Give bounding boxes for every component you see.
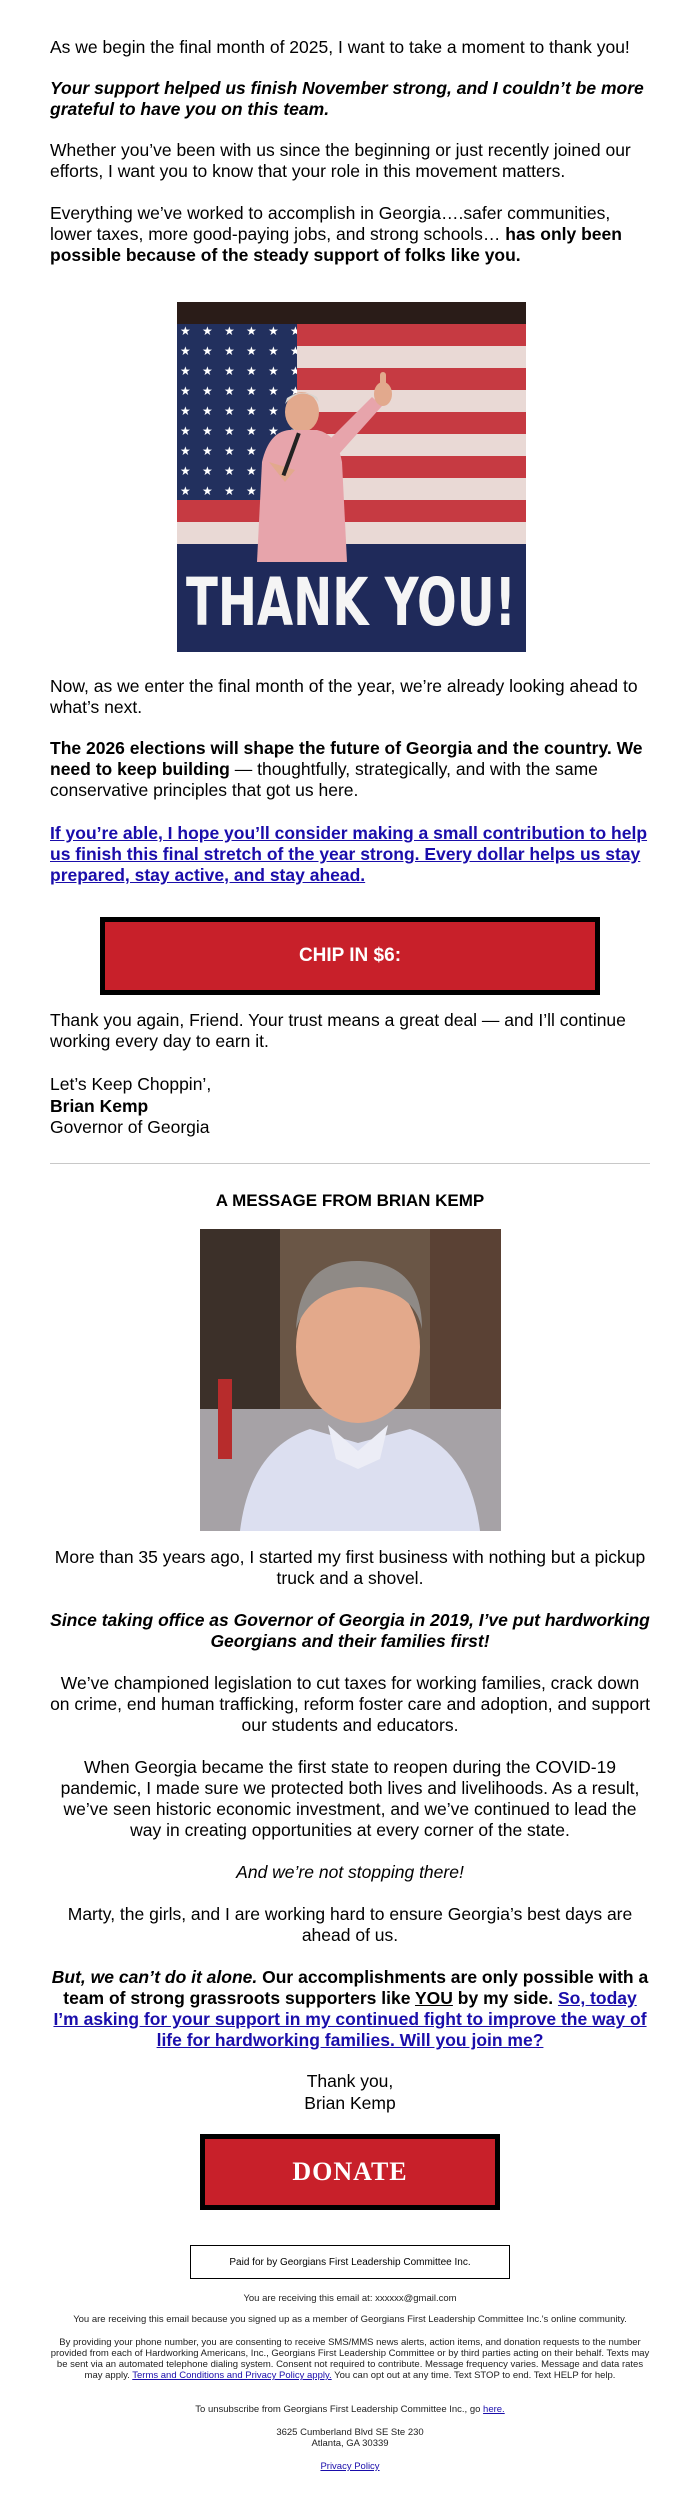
intro-paragraph-4 xyxy=(50,203,650,266)
privacy-policy-link[interactable]: Privacy Policy xyxy=(320,2461,380,2472)
signature-title: Governor of Georgia xyxy=(50,1117,210,1137)
section-divider xyxy=(50,1163,650,1164)
sms-consent-text-2: You can opt out at any time. Text STOP to end. Text HELP for help. xyxy=(331,2370,616,2381)
address-line-1: 3625 Cumberland Blvd SE Ste 230 xyxy=(276,2427,424,2438)
receiving-email-notice: You are receiving this email at: xxxxxx@gmail.com xyxy=(243,2293,457,2304)
contribution-link[interactable]: If you’re able, I hope you’ll consider making a small contribution to help us finish this final stretch of the year strong. Every dollar helps us stay prepared, stay active, and stay ahead. xyxy=(50,823,648,885)
intro-paragraph-2: Your support helped us finish November strong, and I couldn’t be more grateful to have you on this team. xyxy=(50,78,644,119)
thank-you-image xyxy=(177,302,526,652)
signature-name: Brian Kemp xyxy=(50,1096,149,1116)
portrait-graphic xyxy=(200,1229,501,1531)
terms-privacy-link[interactable]: Terms and Conditions and Privacy Policy apply. xyxy=(132,2370,332,2381)
message-thanks: Thank you, xyxy=(306,2071,394,2091)
unsubscribe-text: To unsubscribe from Georgians First Leadership Committee Inc., go xyxy=(195,2404,484,2415)
unsubscribe-link[interactable]: here. xyxy=(483,2404,505,2415)
address-line-2: Atlanta, GA 30339 xyxy=(311,2438,389,2449)
message-p7-bold-2: by my side. xyxy=(452,1988,558,2008)
sms-consent-text: By providing your phone number, you are consenting to receive SMS/MMS news alerts, action items, and donation requests to the number provided from each of Hardworking Americans, Inc., Georgians First Leadership Committee or by third parties acting on their behalf. Texts may be sent via an automated telephone dialing system. Consent not required to contribute. Message frequency varies. Message and data rates may apply. xyxy=(50,2337,650,2381)
thank-you-text: THANK YOU! xyxy=(186,564,516,641)
sms-consent-notice xyxy=(50,2337,650,2381)
message-paragraph-5: And we’re not stopping there! xyxy=(236,1862,464,1882)
message-p7-you: YOU xyxy=(414,1988,453,2008)
signoff: Let’s Keep Choppin’, xyxy=(50,1074,212,1094)
body-p6-bold: The 2026 elections will shape the future of Georgia and the country. We need to keep building xyxy=(50,738,643,779)
message-paragraph-4: When Georgia became the first state to reopen during the COVID-19 pandemic, I made sure we protected both lives and livelihoods. As a result, we’ve seen historic economic investment, and we’ve continued to lead the way in creating opportunities at every corner of the state. xyxy=(60,1757,640,1840)
message-paragraph-1: More than 35 years ago, I started my first business with nothing but a pickup truck and a shovel. xyxy=(54,1547,646,1588)
closing-paragraph: Thank you again, Friend. Your trust means a great deal — and I’ll continue working every day to earn it. xyxy=(50,1010,626,1051)
intro-p4-text: Everything we’ve worked to accomplish in Georgia….safer communities, lower taxes, more good-paying jobs, and strong schools… xyxy=(50,203,611,244)
body-p6-rest: — thoughtfully, strategically, and with the same conservative principles that got us here. xyxy=(50,759,598,800)
intro-paragraph-1: As we begin the final month of 2025, I want to take a moment to thank you! xyxy=(50,37,630,57)
signup-reason-notice: You are receiving this email because you signed up as a member of Georgians First Leadership Committee Inc.'s online community. xyxy=(73,2314,627,2325)
message-heading: A MESSAGE FROM BRIAN KEMP xyxy=(215,1191,485,1210)
message-paragraph-6: Marty, the girls, and I are working hard to ensure Georgia’s best days are ahead of us. xyxy=(67,1904,633,1945)
chip-in-button[interactable]: CHIP IN $6: xyxy=(100,917,600,995)
privacy-policy-paragraph xyxy=(50,2461,650,2472)
unsubscribe-notice xyxy=(50,2404,650,2415)
message-p7-italic: But, we can’t do it alone. xyxy=(51,1967,258,1987)
message-signature: Brian Kemp xyxy=(304,2093,396,2113)
intro-paragraph-3: Whether you’ve been with us since the beginning or just recently joined our efforts, I want you to know that your role in this movement matters. xyxy=(50,140,631,181)
donate-button[interactable]: DONATE xyxy=(200,2134,500,2210)
support-link[interactable]: So, today I’m asking for your support in my continued fight to improve the way of life for hardworking families. Will you join me? xyxy=(53,1988,647,2050)
message-paragraph-7 xyxy=(50,1967,650,2051)
thank-you-graphic xyxy=(177,302,526,652)
body-paragraph-5: Now, as we enter the final month of the year, we’re already looking ahead to what’s next. xyxy=(50,676,638,717)
message-paragraph-2: Since taking office as Governor of Georgia in 2019, I’ve put hardworking Georgians and their families first! xyxy=(50,1610,650,1651)
body-paragraph-6 xyxy=(50,738,650,801)
message-paragraph-3: We’ve championed legislation to cut taxes for working families, crack down on crime, end human trafficking, reform foster care and adoption, and support our students and educators. xyxy=(50,1673,650,1735)
portrait-image xyxy=(200,1229,501,1531)
message-p7-bold: Our accomplishments are only possible with a team of strong grassroots supporters like xyxy=(63,1967,649,2008)
contribution-link-paragraph xyxy=(50,823,650,886)
intro-p4-bold: has only been possible because of the steady support of folks like you. xyxy=(50,224,622,265)
paid-for-box: Paid for by Georgians First Leadership Committee Inc. xyxy=(190,2245,510,2279)
